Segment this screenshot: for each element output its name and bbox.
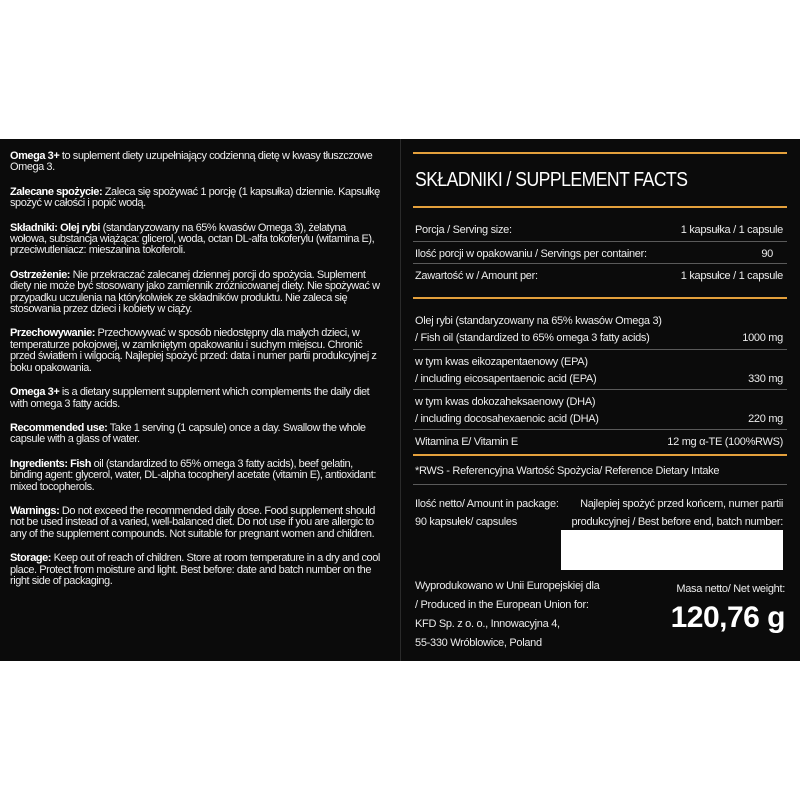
dha-label-pl: w tym kwas dokozaheksaenowy (DHA) [415, 396, 596, 408]
skladniki-text: (standaryzowany na 65% kwasów Omega 3), żelatyna wołowa, substancja wiążąca: glicerol, woda, octan DL-alfa tokoferylu (witamina E), przeciwutleniacz: mieszanina tokoferoli. [10, 221, 375, 257]
skladniki-heading: Składniki: [10, 221, 58, 234]
net-weight-label: Masa netto/ Net weight: [676, 583, 785, 595]
skladniki-paragraph [10, 223, 384, 257]
producer-line-1: Wyprodukowano w Unii Europejskiej dla [415, 580, 600, 592]
serving-size-row [415, 224, 783, 236]
recommended-text: Take 1 serving (1 capsule) once a day. Swallow the whole capsule with a glass of water. [10, 421, 366, 446]
fish-oil-label-en: / Fish oil (standardized to 65% omega 3 fatty acids) [415, 332, 650, 344]
serving-size-value: 1 kapsułka / 1 capsule [680, 224, 783, 236]
servings-value: 90 [761, 248, 773, 260]
batch-number-box [561, 530, 783, 570]
rule [413, 389, 787, 390]
label-description [10, 151, 384, 600]
omega-pl-heading: Omega 3+ [10, 150, 60, 162]
producer-address-2: 55-330 Wróblowice, Poland [415, 637, 542, 649]
facts-title: SKŁADNIKI / SUPPLEMENT FACTS [415, 169, 688, 191]
fish-oil-row [415, 313, 783, 347]
ingredients-text: oil (standardized to 65% omega 3 fatty acids), beef gelatin, binding agent: glycerol, water, DL-alpha tocopheryl acetate (vitamin E), antioxidant: mixed tocopherols. [10, 457, 376, 493]
producer-line-2: / Produced in the European Union for: [415, 599, 589, 611]
storage-text: Keep out of reach of children. Store at room temperature in a dry and cool place. Protect from moisture and light. Best before: date and batch number on the right side of packaging. [10, 552, 380, 587]
vitamin-orange-rule [413, 454, 787, 456]
ostrzezenie-text: Nie przekraczać zalecanej dziennej porcji do spożycia. Suplement diety nie może być stosowany jako zamiennik zróżnicowanej diety. Nie spożywać w przypadku uczulenia na którykolwiek ze składników produktu. Nie zaleca się stosowania przez dzieci i kobiety w ciąży. [10, 268, 380, 316]
dha-row [415, 394, 783, 428]
recommended-heading: Recommended use: [10, 421, 108, 434]
epa-row [415, 354, 783, 388]
dha-value: 220 mg [748, 413, 783, 425]
zalecane-paragraph [10, 187, 384, 210]
przechowywanie-text: Przechowywać w sposób niedostępny dla małych dzieci, w temperaturze pokojowej, w zamkniętym opakowaniu i suchym miejscu. Chronić przed światłem i wilgocią. Najlepiej spożyć przed: data i numer partii produkcyjnej z boku opakowania. [10, 327, 377, 374]
amount-per-row [415, 270, 783, 282]
dha-label-en: / including docosahexaenoic acid (DHA) [415, 413, 599, 425]
producer-address-1: KFD Sp. z o. o., Innowacyjna 4, [415, 618, 560, 630]
best-before-line-1: Najlepiej spożyć przed końcem, numer partii [580, 498, 783, 510]
net-amount-label: Ilość netto/ Amount in package: [415, 498, 559, 510]
zalecane-text: Zaleca się spożywać 1 porcję (1 kapsułka) dziennie. Kapsułkę spożyć w całości i popić wodą. [10, 185, 380, 210]
przechowywanie-paragraph [10, 328, 384, 374]
storage-paragraph [10, 553, 384, 587]
serving-size-label: Porcja / Serving size: [415, 224, 512, 236]
top-orange-rule [413, 152, 787, 154]
omega-en-heading: Omega 3+ [10, 386, 60, 399]
omega-en-text: is a dietary supplement supplement which complements the daily diet with omega 3 fatty acids. [10, 386, 370, 410]
omega-en-paragraph [10, 387, 384, 410]
producer-block [415, 577, 615, 653]
vitamin-e-row [415, 436, 783, 448]
warnings-text: Do not exceed the recommended daily dose. Food supplement should not be used instead of a varied, well-balanced diet. Do not use if you are allergic to any of the supplement compounds. Not suitable for pregnant women and children. [10, 504, 375, 540]
epa-label-en: / including eicosapentaenoic acid (EPA) [415, 373, 597, 385]
servings-row [415, 248, 783, 260]
vitamin-e-value: 12 mg α-TE (100%RWS) [667, 436, 783, 448]
ingredients-paragraph [10, 459, 384, 493]
epa-label-pl: w tym kwas eikozapentaenowy (EPA) [415, 356, 588, 368]
fish-oil-value: 1000 mg [742, 332, 783, 344]
ingredients-heading: Ingredients: Fish [10, 457, 91, 470]
title-orange-rule [413, 206, 787, 208]
omega-pl-text: to suplement diety uzupełniający codzienną dietę w kwasy tłuszczowe Omega 3. [10, 150, 373, 174]
fish-oil-label-pl: Olej rybi (standaryzowany na 65% kwasów Omega 3) [415, 315, 662, 327]
amount-per-label: Zawartość w / Amount per: [415, 270, 538, 282]
rws-note: *RWS - Referencyjna Wartość Spożycia/ Reference Dietary Intake [415, 465, 720, 477]
net-weight-value: 120,76 g [670, 601, 785, 634]
column-divider [400, 139, 401, 661]
ostrzezenie-paragraph [10, 270, 384, 316]
przechowywanie-heading: Przechowywanie: [10, 327, 95, 340]
epa-value: 330 mg [748, 373, 783, 385]
best-before-line-2: produkcyjnej / Best before end, batch number: [571, 516, 783, 528]
vitamin-e-label: Witamina E/ Vitamin E [415, 436, 518, 448]
omega-pl-paragraph [10, 151, 384, 174]
rule [413, 263, 787, 264]
rule [413, 241, 787, 242]
servings-label: Ilość porcji w opakowaniu / Servings per container: [415, 248, 647, 260]
rule [413, 484, 787, 485]
supplement-label [0, 139, 800, 661]
amount-per-value: 1 kapsułce / 1 capsule [680, 270, 783, 282]
best-before-block [415, 495, 783, 531]
rule [413, 349, 787, 350]
zalecane-heading: Zalecane spożycie: [10, 185, 103, 198]
ostrzezenie-heading: Ostrzeżenie: [10, 268, 71, 281]
warnings-paragraph [10, 506, 384, 540]
warnings-heading: Warnings: [10, 504, 60, 517]
storage-heading: Storage: [10, 552, 52, 565]
amount-orange-rule [413, 297, 787, 299]
recommended-paragraph [10, 423, 384, 446]
rule [413, 429, 787, 430]
net-amount-value: 90 kapsułek/ capsules [415, 516, 517, 528]
skladniki-fish-oil: Olej rybi [57, 221, 101, 234]
